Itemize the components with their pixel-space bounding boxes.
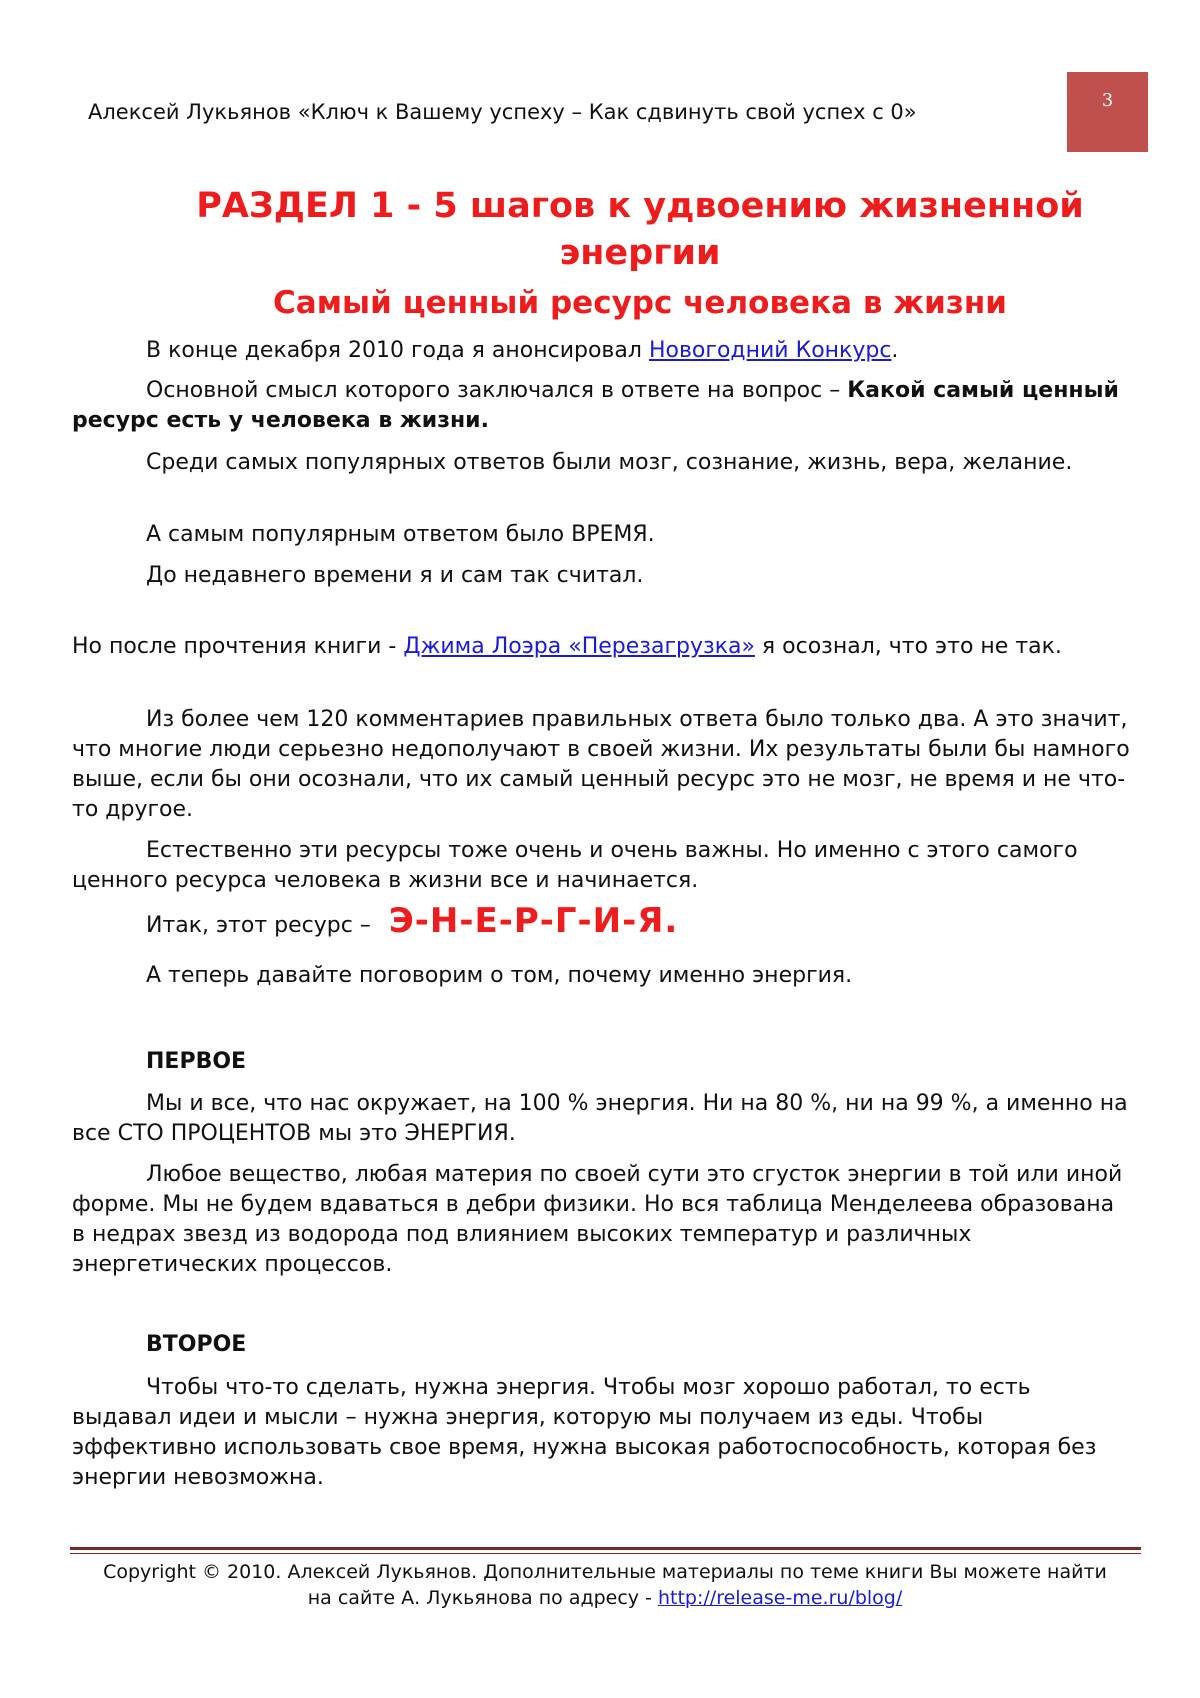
paragraph-hundred-percent: Мы и все, что нас окружает, на 100 % энергия. Ни на 80 %, ни на 99 %, а именно на все СТО ПРОЦЕНТОВ мы это ЭНЕРГИЯ. xyxy=(72,1091,1128,1146)
paragraph-comments: Из более чем 120 комментариев правильных ответа было только два. А это значит, что многие люди серьезно недополучают в своей жизни. Их результаты были бы намного выше, если бы они осознали, что их самый ценный ресурс это не мозг, не время и не что-то другое. xyxy=(72,707,1130,822)
paragraph-why: А теперь давайте поговорим о том, почему именно энергия. xyxy=(146,963,853,988)
paragraph-text: Но после прочтения книги - xyxy=(72,634,404,659)
paragraph-contest xyxy=(72,336,1130,366)
bold-question: Какой самый ценный ресурс есть у человека в жизни. xyxy=(72,378,1119,433)
paragraph-time: А самым популярным ответом было ВРЕМЯ. xyxy=(146,522,655,547)
blog-link[interactable]: http://release-me.ru/blog/ xyxy=(657,1587,903,1609)
page-number-badge: 3 xyxy=(1067,72,1148,152)
energy-word: Э-Н-Е-Р-Г-И-Я. xyxy=(388,901,679,941)
section-title-line1: РАЗДЕЛ 1 - 5 шагов к удвоению жизненной xyxy=(196,186,1084,226)
paragraph-text: Основной смысл которого заключался в ответе на вопрос – xyxy=(146,378,848,403)
paragraph-work: Чтобы что-то сделать, нужна энергия. Чтобы мозг хорошо работал, то есть выдавал идеи и мысли – нужна энергия, которую мы получаем из еды. Чтобы эффективно использовать свое время, нужна высокая работоспособность, которая без энергии невозможна. xyxy=(72,1375,1097,1490)
footer-address-text: на сайте А. Лукьянова по адресу - xyxy=(307,1587,658,1609)
paragraph-question xyxy=(72,376,1130,436)
paragraph-text: Итак, этот ресурс – xyxy=(146,913,371,938)
heading-second: ВТОРОЕ xyxy=(146,1332,247,1357)
paragraph-opinion: До недавнего времени я и сам так считал. xyxy=(146,563,644,588)
running-header: Алексей Лукьянов «Ключ к Вашему успеху – Как сдвинуть свой успех с 0» xyxy=(88,100,917,124)
paragraph-energy xyxy=(72,901,1130,941)
paragraph-text: В конце декабря 2010 года я анонсировал xyxy=(146,338,649,363)
footer-rule-thin xyxy=(70,1553,1141,1554)
footer-address xyxy=(60,1585,1150,1611)
paragraph-answers: Среди самых популярных ответов были мозг, сознание, жизнь, вера, желание. xyxy=(146,450,1073,475)
footer-rule xyxy=(70,1547,1141,1550)
footer-copyright: Copyright © 2010. Алексей Лукьянов. Дополнительные материалы по теме книги Вы можете найти xyxy=(103,1561,1107,1583)
paragraph-book xyxy=(72,632,1130,662)
paragraph-matter: Любое вещество, любая материя по своей сути это сгусток энергии в той или иной форме. Мы не будем вдаваться в дебри физики. Но вся таблица Менделеева образована в недрах звезд из водорода под влиянием высоких температур и различных энергетических процессов. xyxy=(72,1162,1123,1277)
paragraph-text: я осознал, что это не так. xyxy=(754,634,1062,659)
footer xyxy=(60,1559,1150,1611)
paragraph-text: . xyxy=(891,338,899,363)
heading-first: ПЕРВОЕ xyxy=(146,1049,247,1074)
section-title-line2: энергии xyxy=(559,233,721,273)
section-title xyxy=(140,183,1140,277)
book-link[interactable]: Джима Лоэра «Перезагрузка» xyxy=(403,634,755,659)
paragraph-resources: Естественно эти ресурсы тоже очень и очень важны. Но именно с этого самого ценного ресурса человека в жизни все и начинается. xyxy=(72,838,1078,893)
section-subtitle: Самый ценный ресурс человека в жизни xyxy=(273,285,1007,321)
contest-link[interactable]: Новогодний Конкурс xyxy=(648,338,892,363)
